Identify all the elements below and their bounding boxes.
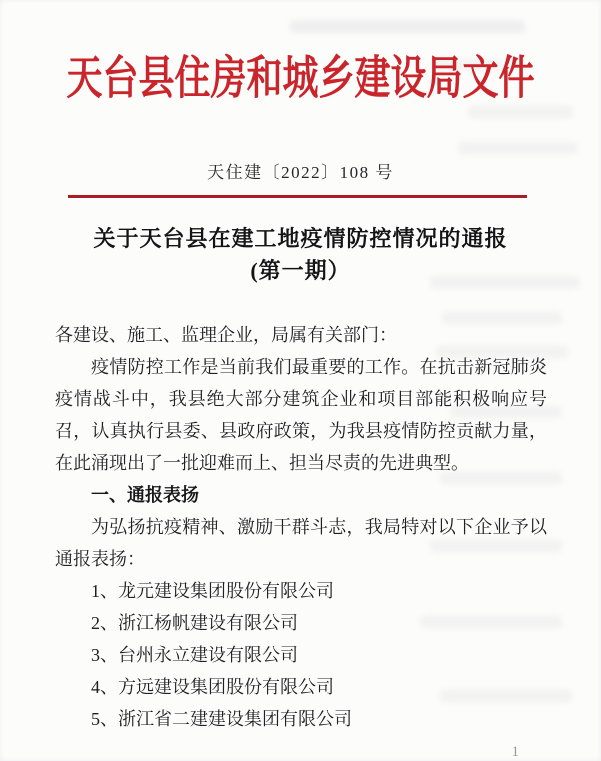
- commendation-paragraph: 为弘扬抗疫精神、激励干群斗志，我局特对以下企业予以通报表扬：: [55, 517, 547, 569]
- list-item-company-4: 4、方远建设集团股份有限公司: [91, 677, 334, 697]
- salutation-line: 各建设、施工、监理企业，局属有关部门：: [55, 325, 397, 345]
- document-subtitle: (第一期）: [250, 258, 351, 283]
- scan-bleed-artifact: [458, 142, 578, 154]
- list-item-company-5: 5、浙江省二建建设集团有限公司: [91, 709, 352, 729]
- list-item-company-3: 3、台州永立建设有限公司: [91, 645, 298, 665]
- section-heading-commendation: 一、通报表扬: [91, 485, 199, 505]
- intro-paragraph: 疫情防控工作是当前我们最重要的工作。在抗击新冠肺炎疫情战斗中，我县绝大部分建筑企业和项目部能积极响应号召，认真执行县委、县政府政策，为我县疫情防控贡献力量，在此涌现出了一批迎难而上、担当尽责的先进典型。: [55, 357, 547, 473]
- scan-bleed-artifact: [290, 20, 525, 33]
- document-title: 关于天台县在建工地疫情防控情况的通报: [93, 226, 508, 251]
- letterhead-title: 天台县住房和城乡建设局文件: [66, 52, 535, 104]
- list-item-company-2: 2、浙江杨帆建设有限公司: [91, 613, 298, 633]
- list-item-company-1: 1、龙元建设集团股份有限公司: [91, 581, 334, 601]
- page-number: 1: [511, 744, 519, 760]
- doc-number: 天住建〔2022〕108 号: [207, 163, 394, 182]
- scan-bleed-artifact: [468, 106, 573, 118]
- red-divider-line: [68, 195, 527, 198]
- document-body: [55, 319, 547, 735]
